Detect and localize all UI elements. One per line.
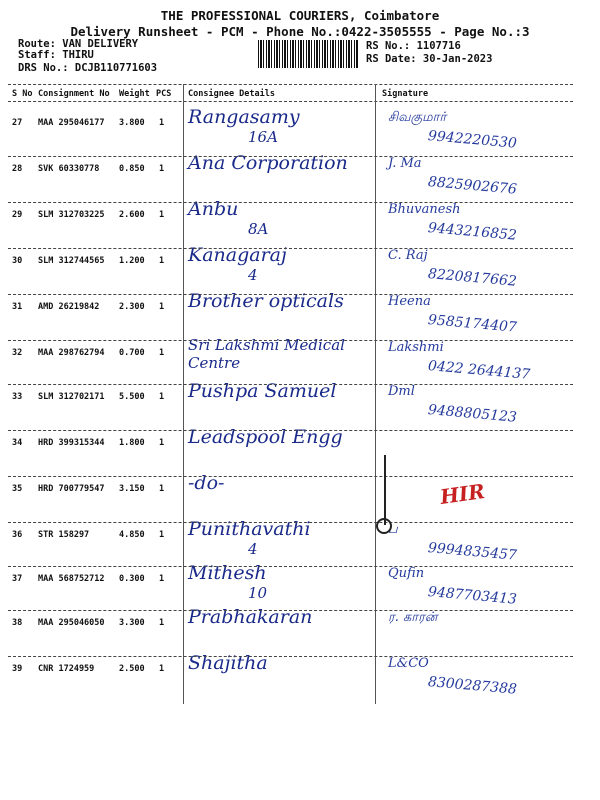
row-separator xyxy=(8,476,573,477)
row-separator xyxy=(8,294,573,295)
row-phone: 9488805123 xyxy=(427,402,518,426)
row-signature: L&CO xyxy=(388,656,429,671)
row-weight: 0.300 xyxy=(119,574,145,584)
bracket-mark xyxy=(376,455,386,525)
row-sno: 39 xyxy=(12,664,23,674)
row-consignment-no: SLM 312702171 xyxy=(38,392,105,402)
row-weight: 5.500 xyxy=(119,392,145,402)
row-phone: 9994835457 xyxy=(427,540,518,564)
row-consignment-no: SVK 60330778 xyxy=(38,164,100,174)
row-weight: 3.300 xyxy=(119,618,145,628)
row-signature: ப xyxy=(388,522,398,537)
rs-number: RS No.: 1107716 xyxy=(366,40,461,52)
row-pcs: 1 xyxy=(159,118,165,128)
row-consignee: Brother opticals xyxy=(188,290,344,312)
row-consignee-extra: 4 xyxy=(248,540,258,558)
table-row xyxy=(0,198,600,250)
barcode-image xyxy=(258,40,358,68)
row-consignee: Punithavathi xyxy=(188,518,311,540)
row-weight: 1.200 xyxy=(119,256,145,266)
row-phone: 9487703413 xyxy=(427,584,518,608)
row-sno: 33 xyxy=(12,392,23,402)
row-weight: 1.800 xyxy=(119,438,145,448)
row-sno: 34 xyxy=(12,438,23,448)
runsheet-subtitle: Delivery Runsheet - PCM - Phone No.:0422-3505555 - Page No.:3 xyxy=(70,24,530,39)
row-sno: 36 xyxy=(12,530,23,540)
col-pcs: PCS xyxy=(156,89,172,99)
row-phone: 0422 2644137 xyxy=(427,358,531,383)
row-phone: 9585174407 xyxy=(427,312,518,336)
row-pcs: 1 xyxy=(159,530,165,540)
row-phone: 9942220530 xyxy=(427,128,518,152)
row-pcs: 1 xyxy=(159,210,165,220)
row-phone: 8825902676 xyxy=(427,174,518,198)
row-pcs: 1 xyxy=(159,664,165,674)
row-consignee-extra: 4 xyxy=(248,266,258,284)
row-consignee: Ana Corporation xyxy=(188,152,348,174)
row-weight: 0.700 xyxy=(119,348,145,358)
row-separator xyxy=(8,248,573,249)
row-consignment-no: SLM 312703225 xyxy=(38,210,105,220)
drs-number: DRS No.: DCJB110771603 xyxy=(18,62,158,74)
row-weight: 3.150 xyxy=(119,484,145,494)
col-sno: S No xyxy=(12,89,33,99)
row-weight: 0.850 xyxy=(119,164,145,174)
row-signature: Dml xyxy=(388,384,415,399)
row-separator xyxy=(8,610,573,611)
row-consignee: Mithesh xyxy=(188,562,267,584)
row-separator xyxy=(8,202,573,203)
row-consignment-no: SLM 312744565 xyxy=(38,256,105,266)
row-sno: 28 xyxy=(12,164,23,174)
row-consignee: -do- xyxy=(188,472,225,494)
header-bottom-rule xyxy=(8,101,573,102)
row-signature: Qufin xyxy=(388,566,425,581)
row-signature: Heena xyxy=(388,294,431,309)
row-consignment-no: MAA 295046050 xyxy=(38,618,105,628)
row-separator xyxy=(8,156,573,157)
row-pcs: 1 xyxy=(159,574,165,584)
row-pcs: 1 xyxy=(159,484,165,494)
row-consignee: Leadspool Engg xyxy=(188,426,343,448)
row-hir-mark: HIR xyxy=(438,478,487,510)
row-phone: 8220817662 xyxy=(427,266,518,290)
row-pcs: 1 xyxy=(159,302,165,312)
row-signature: Lakshmi xyxy=(388,340,444,355)
row-signature: ர. காரன் xyxy=(388,610,438,625)
row-phone: 9443216852 xyxy=(427,220,518,244)
row-separator xyxy=(8,566,573,567)
col-consignee: Consignee Details xyxy=(188,89,275,99)
row-consignment-no: MAA 295046177 xyxy=(38,118,105,128)
route-label: Route: VAN DELIVERY xyxy=(18,38,139,50)
row-sno: 32 xyxy=(12,348,23,358)
row-weight: 4.850 xyxy=(119,530,145,540)
row-pcs: 1 xyxy=(159,348,165,358)
row-signature: சிவகுமார் xyxy=(388,110,447,125)
row-consignment-no: MAA 568752712 xyxy=(38,574,105,584)
row-consignee: Shajitha xyxy=(188,652,268,674)
staff-label: Staff: THIRU xyxy=(18,49,94,61)
row-consignee: Sri Lakshmi Medical Centre xyxy=(188,336,345,372)
row-weight: 2.300 xyxy=(119,302,145,312)
row-pcs: 1 xyxy=(159,618,165,628)
row-consignment-no: AMD 26219842 xyxy=(38,302,100,312)
row-signature: Bhuvanesh xyxy=(388,202,461,217)
row-separator xyxy=(8,340,573,341)
row-sno: 35 xyxy=(12,484,23,494)
row-signature: C. Raj xyxy=(388,248,428,263)
row-consignment-no: HRD 399315344 xyxy=(38,438,105,448)
row-consignee-extra: 8A xyxy=(248,220,269,238)
row-pcs: 1 xyxy=(159,164,165,174)
row-separator xyxy=(8,656,573,657)
row-weight: 2.600 xyxy=(119,210,145,220)
rs-date: RS Date: 30-Jan-2023 xyxy=(366,53,493,65)
row-sno: 30 xyxy=(12,256,23,266)
row-pcs: 1 xyxy=(159,392,165,402)
row-sno: 37 xyxy=(12,574,23,584)
row-pcs: 1 xyxy=(159,256,165,266)
row-consignee-extra: 16A xyxy=(248,128,278,146)
table-row xyxy=(0,606,600,658)
table-row xyxy=(0,518,600,570)
table-row xyxy=(0,426,600,478)
row-sno: 31 xyxy=(12,302,23,312)
header-top-rule xyxy=(8,84,573,85)
table-row xyxy=(0,652,600,704)
row-consignment-no: CNR 1724959 xyxy=(38,664,95,674)
row-consignee: Pushpa Samuel xyxy=(188,380,337,402)
row-signature: J. Ma xyxy=(388,156,422,171)
row-consignment-no: STR 158297 xyxy=(38,530,90,540)
col-signature: Signature xyxy=(382,89,429,99)
col-consignment: Consignment No xyxy=(38,89,110,99)
row-consignee: Rangasamy xyxy=(188,106,300,128)
row-weight: 3.800 xyxy=(119,118,145,128)
col-weight: Weight xyxy=(119,89,150,99)
row-consignee: Anbu xyxy=(188,198,239,220)
row-consignment-no: HRD 700779547 xyxy=(38,484,105,494)
row-consignee: Prabhakaran xyxy=(188,606,313,628)
row-consignee: Kanagaraj xyxy=(188,244,287,266)
row-pcs: 1 xyxy=(159,438,165,448)
row-separator xyxy=(8,522,573,523)
row-consignment-no: MAA 298762794 xyxy=(38,348,105,358)
row-sno: 38 xyxy=(12,618,23,628)
bracket-circle-mark xyxy=(376,518,392,534)
row-phone: 8300287388 xyxy=(427,674,518,698)
row-separator xyxy=(8,430,573,431)
table-row xyxy=(0,152,600,204)
row-separator xyxy=(8,384,573,385)
row-sno: 27 xyxy=(12,118,23,128)
row-consignee-extra: 10 xyxy=(248,584,268,602)
company-title: THE PROFESSIONAL COURIERS, Coimbatore xyxy=(160,8,440,23)
row-weight: 2.500 xyxy=(119,664,145,674)
row-sno: 29 xyxy=(12,210,23,220)
